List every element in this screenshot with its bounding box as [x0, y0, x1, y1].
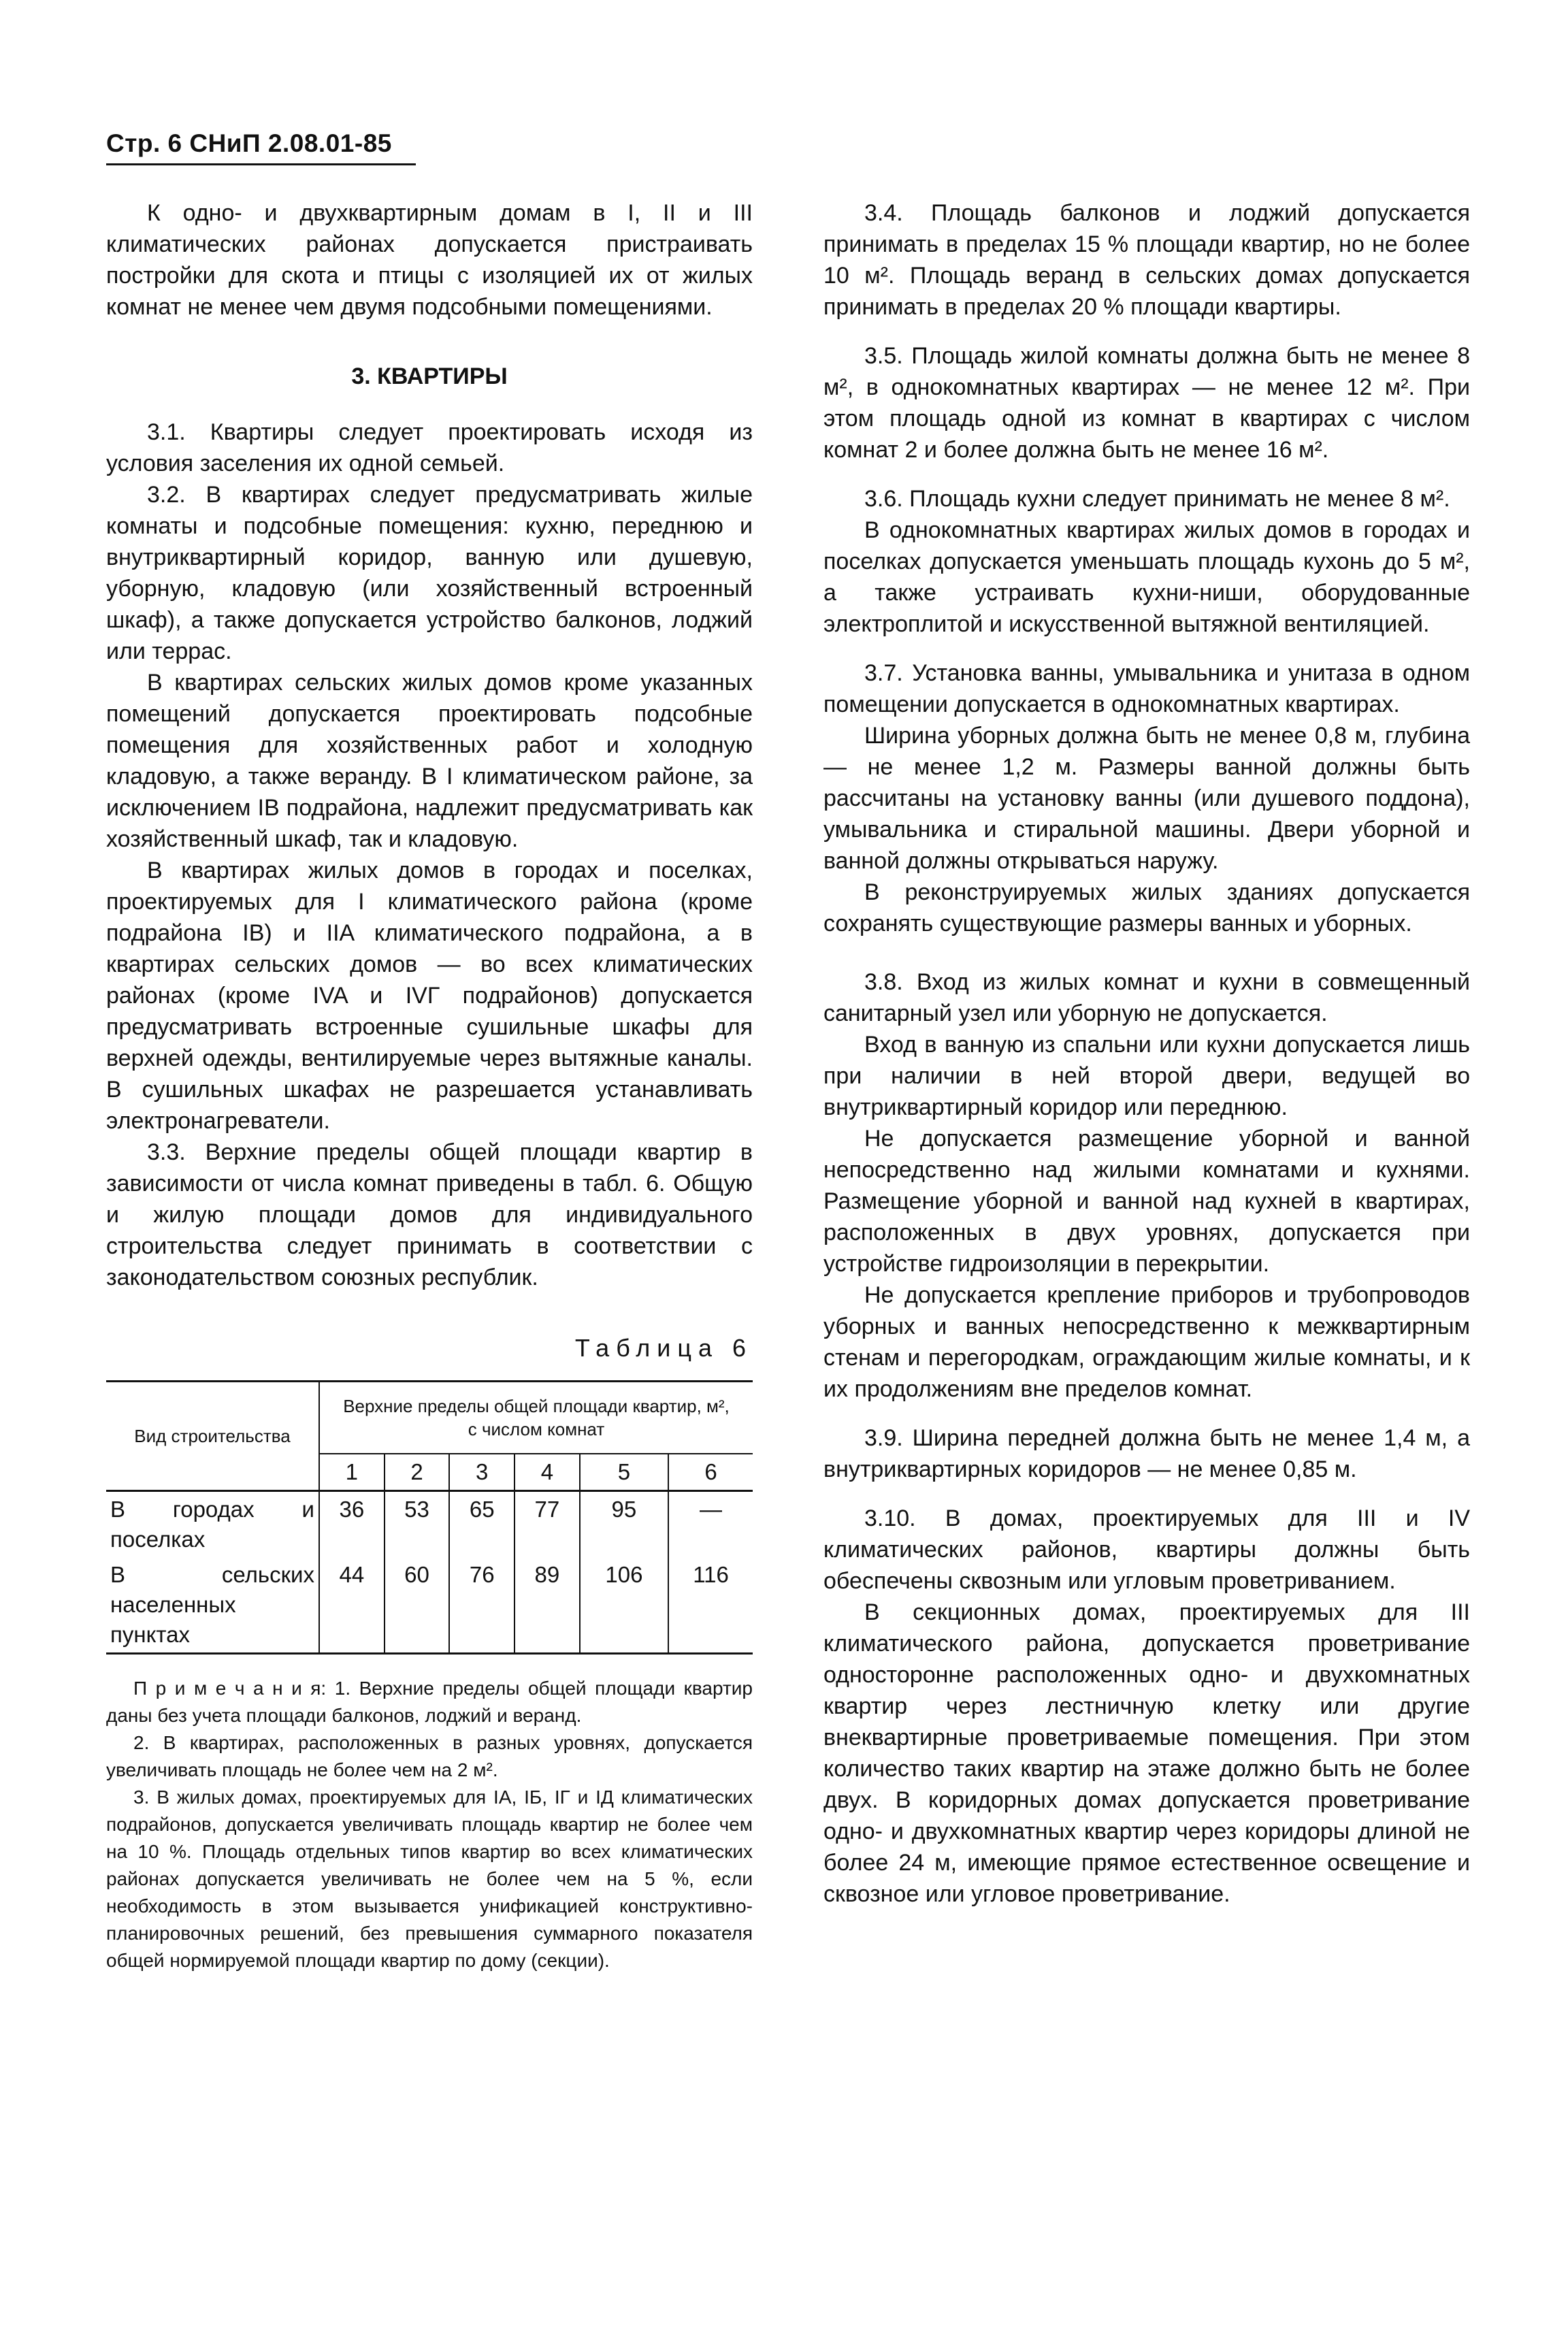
paragraph-3-7-reconstruction: В реконструируемых жилых зданиях допускается сохранять существующие размеры ванных и уборных. — [823, 879, 1470, 936]
table-cell: 53 — [385, 1491, 450, 1558]
paragraph-3-2: 3.2. В квартирах следует предусматривать жилые комнаты и подсобные помещения: кухню, переднюю и внутриквартирный коридор, ванную или душевую, уборную, кладовую (или хозяйственный встроенный шкаф), а также допускается устройство балконов, лоджий или террас. — [106, 482, 753, 664]
note-3: 3. В жилых домах, проектируемых для IA, IБ, IГ и IД климатических подрайонов, допускается увеличивать площадь квартир не более чем на 10 %. Площадь отдельных типов квартир во всех климатических районах допускается увеличивать не более чем на 5 %, если необходимость в этом вызывается унификацией конструктивно-планировочных решений, без превышения суммарного показателя общей нормируемой площади квартир по дому (секции). — [106, 1787, 753, 1971]
paragraph-3-3: 3.3. Верхние пределы общей площади квартир в зависимости от числа комнат приведены в табл. 6. Общую и жилую площади домов для индивидуального строительства следует принимать в соответствии с законодательством союзных республик. — [106, 1139, 753, 1290]
table-room-count: 2 — [385, 1454, 450, 1491]
table-cell: — — [668, 1491, 753, 1558]
paragraph-3-4: 3.4. Площадь балконов и лоджий допускается принимать в пределах 15 % площади квартир, но не более 10 м². Площадь веранд в сельских домах допускается принимать в пределах 20 % площади квартиры. — [823, 200, 1470, 320]
right-column — [823, 197, 1470, 1910]
left-column — [106, 197, 753, 1974]
table-6 — [106, 1380, 753, 1654]
table-cell: 77 — [514, 1491, 580, 1558]
table-row-label: В сельских населенных пунктах — [106, 1557, 319, 1654]
paragraph-3-6: 3.6. Площадь кухни следует принимать не менее 8 м². — [864, 486, 1450, 512]
table-cell: 65 — [449, 1491, 514, 1558]
intro-paragraph: К одно- и двухквартирным домам в I, II и III климатических районах допускается пристраивать постройки для скота и птицы с изоляцией их от жилых комнат не менее чем двумя подсобными помещениями. — [106, 200, 753, 320]
table-cell: 89 — [514, 1557, 580, 1654]
table-cell: 116 — [668, 1557, 753, 1654]
paragraph-3-8-bath: Вход в ванную из спальни или кухни допускается лишь при наличии в ней второй двери, ведущей во внутриквартирный коридор или переднюю. — [823, 1032, 1470, 1120]
table-caption: Таблица 6 — [574, 1334, 753, 1362]
paragraph-3-7: 3.7. Установка ванны, умывальника и унитаза в одном помещении допускается в однокомнатных квартирах. — [823, 660, 1470, 717]
paragraph-3-6-kitchen: В однокомнатных квартирах жилых домов в городах и поселках допускается уменьшать площадь кухонь до 5 м², а также устраивать кухни-ниши, оборудованные электроплитой и искусственной вытяжной вентиляцией. — [823, 517, 1470, 637]
table-group-header: Верхние пределы общей площади квартир, м², с числом комнат — [319, 1382, 753, 1454]
paragraph-3-8-placement: Не допускается размещение уборной и ванной непосредственно над жилыми комнатами и кухнями. Размещение уборной и ванной над кухней в квартирах, расположенных в двух уровнях, допускается при устройстве гидроизоляции в перекрытии. — [823, 1126, 1470, 1277]
paragraph-3-5: 3.5. Площадь жилой комнаты должна быть не менее 8 м², в однокомнатных квартирах — не менее 12 м². При этом площадь одной из комнат в квартирах с числом комнат 2 и более должна быть не менее 16 м². — [823, 343, 1470, 463]
table-row-label: В городах и поселках — [106, 1491, 319, 1558]
table-room-count: 5 — [580, 1454, 668, 1491]
table-room-count: 1 — [319, 1454, 385, 1491]
section-title: 3. КВАРТИРЫ — [351, 363, 508, 389]
table-cell: 60 — [385, 1557, 450, 1654]
paragraph-3-10-ventilation: В секционных домах, проектируемых для III климатического района, допускается проветривание односторонне расположенных одно- и двухкомнатных квартир через лестничную клетку или другие внеквартирные проветриваемые помещения. При этом количество таких квартир на этаже должно быть не более двух. В коридорных домах допускается проветривание одно- и двухкомнатных квартир через коридоры длиной не более 24 м, имеющие прямое естественное освещение и сквозное или угловое проветривание. — [823, 1599, 1470, 1907]
table-room-count: 6 — [668, 1454, 753, 1491]
note-1: П р и м е ч а н и я: 1. Верхние пределы общей площади квартир даны без учета площади балконов, лоджий и веранд. — [106, 1678, 753, 1726]
table-cell: 36 — [319, 1491, 385, 1558]
paragraph-3-8-fixtures: Не допускается крепление приборов и трубопроводов уборных и ванных непосредственно к межквартирным стенам и перегородкам, ограждающим жилые комнаты, и к их продолжениям вне пределов комнат. — [823, 1282, 1470, 1402]
paragraph-3-7-sizes: Ширина уборных должна быть не менее 0,8 м, глубина — не менее 1,2 м. Размеры ванной должны быть рассчитаны на установку ванны (или душевого поддона), умывальника и стиральной машины. Двери уборной и ванной должны открываться наружу. — [823, 723, 1470, 874]
table-cell: 76 — [449, 1557, 514, 1654]
table-cell: 95 — [580, 1491, 668, 1558]
table-cell: 44 — [319, 1557, 385, 1654]
header-rule — [106, 163, 416, 165]
table-cell: 106 — [580, 1557, 668, 1654]
paragraph-3-2-rural: В квартирах сельских жилых домов кроме указанных помещений допускается проектировать подсобные помещения для хозяйственных работ и холодную кладовую, а также веранду. В I климатическом районе, за исключением IB подрайона, надлежит предусматривать как хозяйственный шкаф, так и кладовую. — [106, 670, 753, 852]
paragraph-3-8: 3.8. Вход из жилых комнат и кухни в совмещенный санитарный узел или уборную не допускается. — [823, 969, 1470, 1026]
paragraph-3-2-drying: В квартирах жилых домов в городах и поселках, проектируемых для I климатического района (кроме подрайона IB) и IIA климатического подрайона, а в квартирах сельских домов — во всех климатических районах (кроме IVA и IVГ подрайонов) допускается предусматривать встроенные сушильные шкафы для верхней одежды, вентилируемые через вытяжные каналы. В сушильных шкафах не разрешается устанавливать электронагреватели. — [106, 858, 753, 1134]
table-row — [106, 1557, 753, 1654]
table-room-count: 4 — [514, 1454, 580, 1491]
table-room-count: 3 — [449, 1454, 514, 1491]
table-row — [106, 1491, 753, 1558]
note-2: 2. В квартирах, расположенных в разных уровнях, допускается увеличивать площадь не более чем на 2 м². — [106, 1732, 753, 1780]
paragraph-3-10: 3.10. В домах, проектируемых для III и IV климатических районов, квартиры должны быть обеспечены сквозным или угловым проветриванием. — [823, 1505, 1470, 1594]
table-notes — [106, 1675, 753, 1974]
page-header: Стр. 6 СНиП 2.08.01-85 — [106, 129, 392, 157]
paragraph-3-1: 3.1. Квартиры следует проектировать исходя из условия заселения их одной семьей. — [106, 419, 753, 476]
paragraph-3-9: 3.9. Ширина передней должна быть не менее 1,4 м, а внутриквартирных коридоров — не менее 0,85 м. — [823, 1425, 1470, 1482]
table-col-type-header: Вид строительства — [106, 1382, 319, 1491]
